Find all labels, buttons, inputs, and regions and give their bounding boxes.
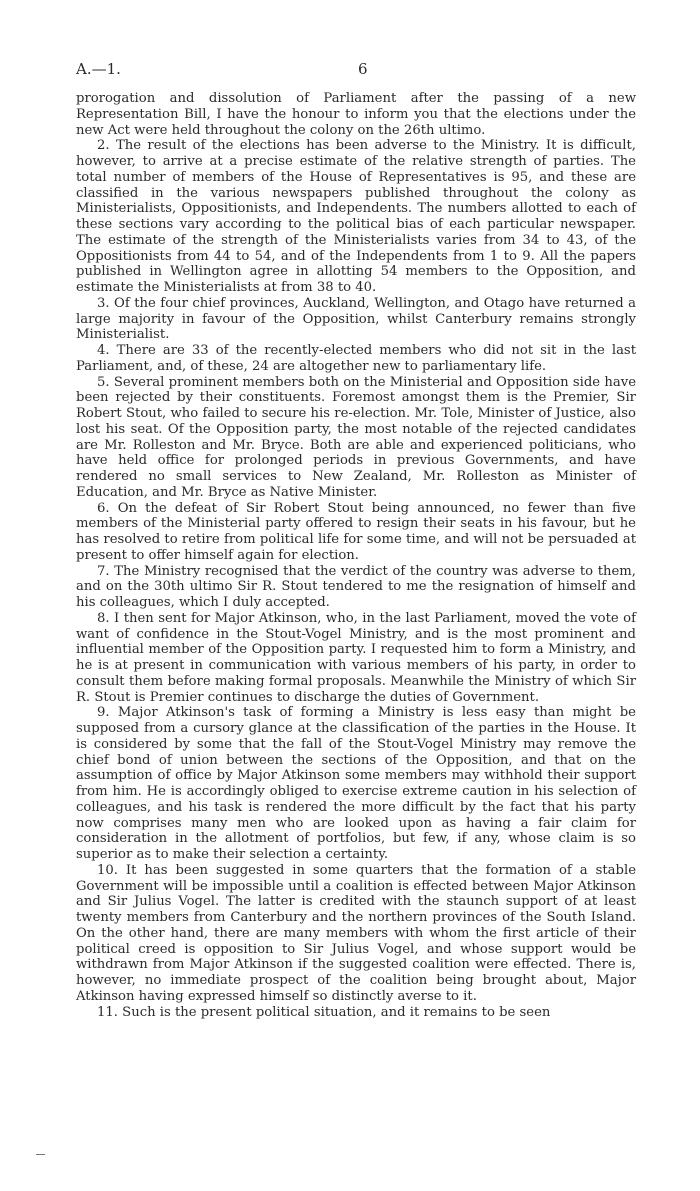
paragraph-9: 9. Major Atkinson's task of forming a Ministry is less easy than might be supposed from a cursory glance at the classification of the parties in the House. It is considered by some that the fall of the Stout-Vogel Ministry may remove the chief bond of union between the sections of the Opposition, and that on the assumption of office by Major Atkinson some members may withhold their support from him. He is accordingly obliged to exercise extreme caution in his selection of colleagues, and his task is rendered the more difficult by the fact that his party now comprises many men who are looked upon as having a fair claim for consideration in the allotment of portfolios, but few, if any, whose claim is so superior as to make their selection a certainty. — [76, 705, 636, 862]
document-reference: A.—1. — [76, 60, 121, 78]
paragraph-8: 8. I then sent for Major Atkinson, who, in the last Parliament, moved the vote of want of confidence in the Stout-Vogel Ministry, and is the most prominent and influential member of the Opposition party. I requested him to form a Ministry, and he is at present in communication with various members of his party, in order to consult them before making formal proposals. Meanwhile the Ministry of which Sir R. Stout is Premier continues to discharge the duties of Government. — [76, 610, 636, 705]
page-number: 6 — [358, 60, 368, 78]
paragraph-2: 2. The result of the elections has been adverse to the Ministry. It is difficult, however, to arrive at a precise estimate of the relative strength of parties. The total number of members of the House of Representatives is 95, and these are classified in the various newspapers published throughout the colony as Ministerialists, Oppositionists, and Independents. The numbers allotted to each of these sections vary according to the political bias of each particular newspaper. The estimate of the strength of the Ministerialists varies from 34 to 43, of the Oppositionists from 44 to 54, and of the Independents from 1 to 9. All the papers published in Wellington agree in allotting 54 members to the Opposition, and estimate the Ministerialists at from 38 to 40. — [76, 138, 636, 295]
paragraph-6: 6. On the defeat of Sir Robert Stout being announced, no fewer than five members of the Ministerial party offered to resign their seats in his favour, but he has resolved to retire from political life for some time, and will not be persuaded at present to offer himself again for election. — [76, 500, 636, 563]
page-header — [76, 60, 636, 80]
paragraph-4: 4. There are 33 of the recently-elected members who did not sit in the last Parliament, and, of these, 24 are altogether new to parliamentary life. — [76, 343, 636, 374]
paragraph-3: 3. Of the four chief provinces, Auckland, Wellington, and Otago have returned a large majority in favour of the Opposition, whilst Canterbury remains strongly Ministerialist. — [76, 295, 636, 343]
paragraph-continuation: prorogation and dissolution of Parliament after the passing of a new Representation Bill, I have the honour to inform you that the elections under the new Act were held throughout the colony on the 26th ultimo. — [76, 91, 636, 138]
paragraph-10: 10. It has been suggested in some quarters that the formation of a stable Government will be impossible until a coalition is effected between Major Atkinson and Sir Julius Vogel. The latter is credited with the staunch support of at least twenty members from Canterbury and the northern provinces of the South Island. On the other hand, there are many members with whom the first article of their political creed is opposition to Sir Julius Vogel, and whose support would be withdrawn from Major Atkinson if the suggested coalition were effected. There is, however, no immediate prospect of the coalition being brought about, Major Atkinson having expressed himself so distinctly averse to it. — [76, 862, 636, 1004]
paragraph-5: 5. Several prominent members both on the Ministerial and Opposition side have been rejected by their constituents. Foremost amongst them is the Premier, Sir Robert Stout, who failed to secure his re-election. Mr. Tole, Minister of Justice, also lost his seat. Of the Opposition party, the most notable of the rejected candidates are Mr. Rolleston and Mr. Bryce. Both are able and experienced politicians, who have held office for prolonged periods in previous Governments, and have rendered no small services to New Zealand, Mr. Rolleston as Minister of Education, and Mr. Bryce as Native Minister. — [76, 374, 636, 500]
paragraph-7: 7. The Ministry recognised that the verdict of the country was adverse to them, and on the 30th ultimo Sir R. Stout tendered to me the resignation of himself and his colleagues, which I duly accepted. — [76, 563, 636, 610]
margin-mark — [36, 1154, 45, 1155]
body-text — [76, 91, 636, 1020]
paragraph-11: 11. Such is the present political situation, and it remains to be seen — [97, 1004, 551, 1020]
